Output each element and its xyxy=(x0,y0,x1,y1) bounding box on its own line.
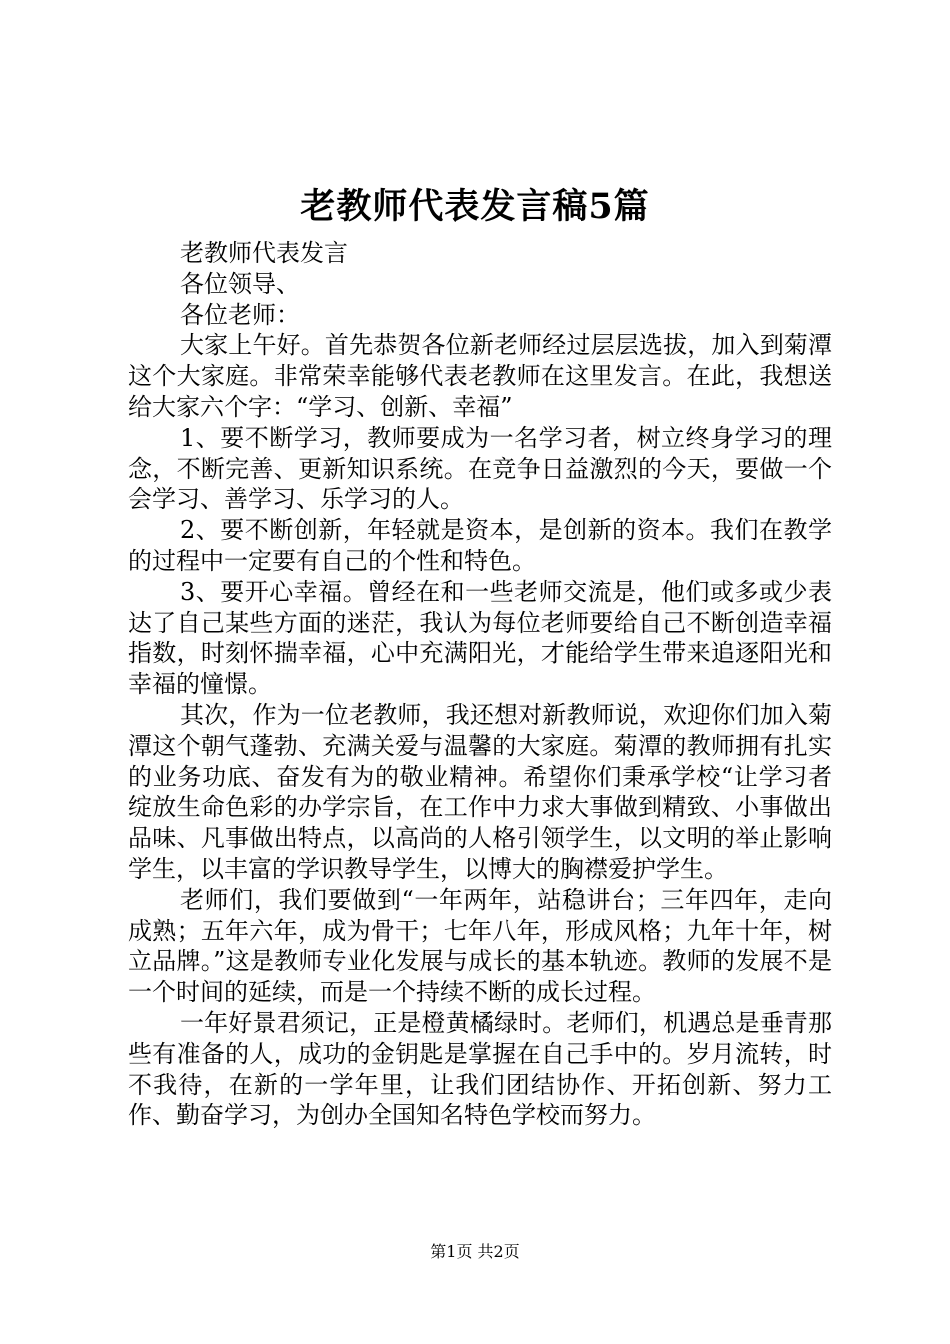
paragraph-point-3: 3、要开心幸福。曾经在和一些老师交流是，他们或多或少表达了自己某些方面的迷茫，我认为每位老师要给自己不断创造幸福指数，时刻怀揣幸福，心中充满阳光，才能给学生带来追逐阳光和幸福的憧憬。 xyxy=(128,577,832,699)
page-footer: 第1页 共2页 xyxy=(430,1242,520,1261)
paragraph-greeting: 大家上午好。首先恭贺各位新老师经过层层选拔，加入到菊潭这个大家庭。非常荣幸能够代表老教师在这里发言。在此，我想送给大家六个字：“学习、创新、幸福” xyxy=(128,331,832,421)
document-body xyxy=(128,238,832,1131)
paragraph-secondly: 其次，作为一位老教师，我还想对新教师说，欢迎你们加入菊潭这个朝气蓬勃、充满关爱与温馨的大家庭。菊潭的教师拥有扎实的业务功底、奋发有为的敬业精神。希望你们秉承学校“让学习者绽放生命色彩的办学宗旨，在工作中力求大事做到精致、小事做出品味、凡事做出特点，以高尚的人格引领学生，以文明的举止影响学生，以丰富的学识教导学生，以博大的胸襟爱护学生。 xyxy=(128,700,832,883)
paragraph-closing: 一年好景君须记，正是橙黄橘绿时。老师们，机遇总是垂青那些有准备的人，成功的金钥匙是掌握在自己手中的。岁月流转，时不我待，在新的一学年里，让我们团结协作、开拓创新、努力工作、勤奋学习，为创办全国知名特色学校而努力。 xyxy=(128,1008,832,1130)
document-title: 老教师代表发言稿5篇 xyxy=(300,186,650,227)
paragraph-point-1: 1、要不断学习，教师要成为一名学习者，树立终身学习的理念，不断完善、更新知识系统。在竞争日益激烈的今天，要做一个会学习、善学习、乐学习的人。 xyxy=(128,423,832,514)
paragraph-heading: 老教师代表发言 xyxy=(180,239,348,267)
paragraph-salutation-teachers: 各位老师： xyxy=(180,300,300,329)
paragraph-point-2: 2、要不断创新，年轻就是资本，是创新的资本。我们在教学的过程中一定要有自己的个性和特色。 xyxy=(128,516,832,575)
paragraph-teachers: 老师们，我们要做到“一年两年，站稳讲台；三年四年，走向成熟；五年六年，成为骨干；七年八年，形成风格；九年十年，树立品牌。”这是教师专业化发展与成长的基本轨迹。教师的发展不是一个时间的延续，而是一个持续不断的成长过程。 xyxy=(128,885,832,1007)
paragraph-salutation-leaders: 各位领导、 xyxy=(180,269,300,298)
